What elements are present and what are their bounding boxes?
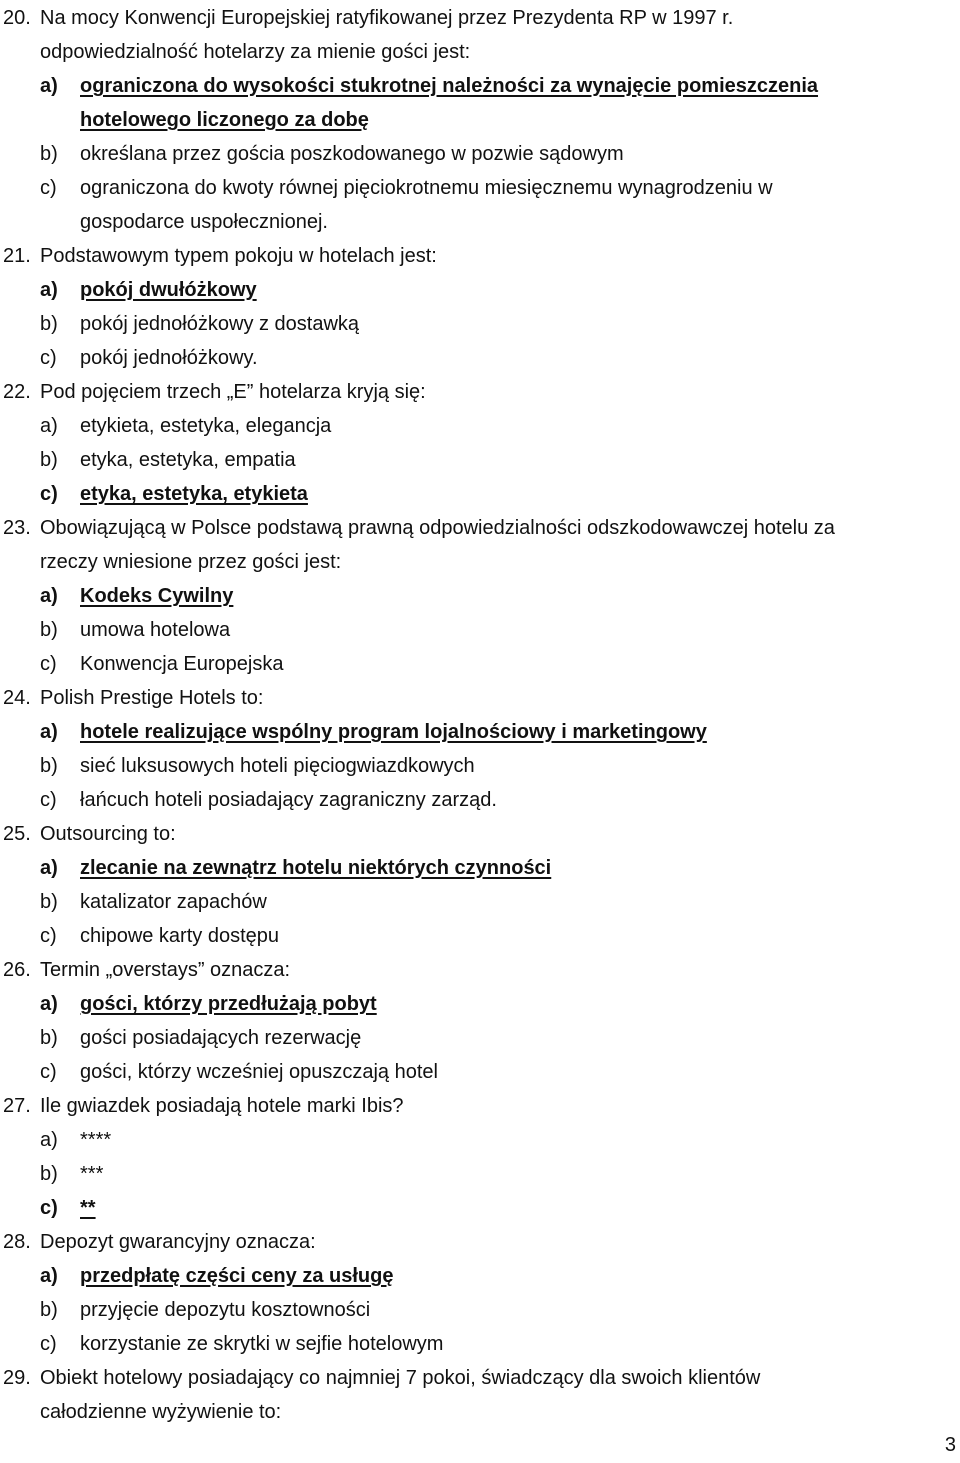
answer-label: a) (40, 75, 58, 97)
answer-label: c) (40, 789, 57, 811)
answer-label: c) (40, 347, 57, 369)
answer-option (0, 647, 960, 681)
answer-option-correct (0, 715, 960, 749)
answer-option-correct (0, 851, 960, 885)
question-number: 24. (3, 687, 31, 709)
answer-option (0, 1123, 960, 1157)
answer-label: b) (40, 619, 58, 641)
answer-text: etykieta, estetyka, elegancja (80, 415, 332, 437)
answer-option (0, 919, 960, 953)
answer-text: etyka, estetyka, empatia (80, 449, 296, 471)
answer-option (0, 409, 960, 443)
answer-option (0, 783, 960, 817)
answer-label: b) (40, 891, 58, 913)
question-number: 27. (3, 1095, 31, 1117)
answer-text: łańcuch hoteli posiadający zagraniczny zarząd. (80, 789, 497, 811)
answer-text: zlecanie na zewnątrz hotelu niektórych czynności (80, 857, 552, 879)
answer-label: c) (40, 483, 58, 505)
answer-option (0, 171, 960, 205)
answer-label: a) (40, 279, 58, 301)
answer-text: gości, którzy wcześniej opuszczają hotel (80, 1061, 438, 1083)
answer-label: a) (40, 585, 58, 607)
question-text: Ile gwiazdek posiadają hotele marki Ibis? (40, 1095, 404, 1117)
question-line (0, 1361, 960, 1395)
answer-text: etyka, estetyka, etykieta (80, 483, 308, 505)
question-line (0, 239, 960, 273)
answer-label: b) (40, 1163, 58, 1185)
answer-label: b) (40, 449, 58, 471)
question-text: Depozyt gwarancyjny oznacza: (40, 1231, 316, 1253)
question-number: 20. (3, 7, 31, 29)
answer-option (0, 749, 960, 783)
answer-text: sieć luksusowych hoteli pięciogwiazdkowych (80, 755, 475, 777)
question-text: Termin „overstays” oznacza: (40, 959, 291, 981)
question-text: Podstawowym typem pokoju w hotelach jest: (40, 245, 437, 267)
answer-option-correct (0, 1259, 960, 1293)
answer-text: korzystanie ze skrytki w sejfie hotelowym (80, 1333, 444, 1355)
answer-label: a) (40, 415, 58, 437)
question-number: 21. (3, 245, 31, 267)
answer-label: b) (40, 1299, 58, 1321)
question-number: 22. (3, 381, 31, 403)
answer-text: ** (80, 1197, 96, 1219)
question-line (0, 375, 960, 409)
answer-text: chipowe karty dostępu (80, 925, 280, 947)
question-text: Polish Prestige Hotels to: (40, 687, 264, 709)
question-number: 23. (3, 517, 31, 539)
question-text: Pod pojęciem trzech „E” hotelarza kryją się: (40, 381, 426, 403)
answer-option-correct (0, 1191, 960, 1225)
answer-text: **** (80, 1129, 112, 1151)
question-line (0, 681, 960, 715)
answer-option (0, 1021, 960, 1055)
question-line (0, 1, 960, 35)
answer-option (0, 341, 960, 375)
question-number: 28. (3, 1231, 31, 1253)
answer-text: umowa hotelowa (80, 619, 231, 641)
answer-text: gości, którzy przedłużają pobyt (80, 993, 377, 1015)
page-number: 3 (944, 1434, 956, 1456)
answer-label: b) (40, 143, 58, 165)
question-text: Outsourcing to: (40, 823, 176, 845)
answer-option-correct (0, 477, 960, 511)
answer-option (0, 613, 960, 647)
answer-label: a) (40, 857, 58, 879)
answer-option (0, 885, 960, 919)
answer-text: pokój dwułóżkowy (80, 279, 257, 301)
question-text: całodzienne wyżywienie to: (40, 1401, 282, 1423)
answer-text: przedpłatę części ceny za usługę (80, 1265, 394, 1287)
answer-text: gospodarce uspołecznionej. (80, 211, 328, 233)
answer-text: określana przez gościa poszkodowanego w pozwie sądowym (80, 143, 624, 165)
question-line (0, 953, 960, 987)
question-line (0, 1089, 960, 1123)
answer-option (0, 137, 960, 171)
answer-label: c) (40, 1333, 57, 1355)
answer-text: ograniczona do kwoty równej pięciokrotnemu miesięcznemu wynagrodzeniu w (80, 177, 773, 199)
answer-text: pokój jednołóżkowy z dostawką (80, 313, 360, 335)
answer-text: hotelowego liczonego za dobę (80, 109, 369, 131)
answer-label: b) (40, 755, 58, 777)
answer-text: gości posiadających rezerwację (80, 1027, 362, 1049)
question-text: odpowiedzialność hotelarzy za mienie gości jest: (40, 41, 471, 63)
question-text: Na mocy Konwencji Europejskiej ratyfikowanej przez Prezydenta RP w 1997 r. (40, 7, 734, 29)
question-number: 29. (3, 1367, 31, 1389)
answer-text: pokój jednołóżkowy. (80, 347, 258, 369)
question-line (0, 511, 960, 545)
answer-option (0, 307, 960, 341)
answer-option (0, 205, 960, 239)
answer-label: c) (40, 653, 57, 675)
answer-text: katalizator zapachów (80, 891, 267, 913)
answer-label: a) (40, 993, 58, 1015)
answer-text: Kodeks Cywilny (80, 585, 234, 607)
question-text: rzeczy wniesione przez gości jest: (40, 551, 342, 573)
question-line (0, 35, 960, 69)
answer-label: a) (40, 1129, 58, 1151)
answer-label: a) (40, 721, 58, 743)
answer-option-correct (0, 579, 960, 613)
answer-text: ograniczona do wysokości stukrotnej należności za wynajęcie pomieszczenia (80, 75, 819, 97)
answer-option (0, 1327, 960, 1361)
question-number: 26. (3, 959, 31, 981)
answer-label: c) (40, 925, 57, 947)
answer-text: Konwencja Europejska (80, 653, 284, 675)
question-line (0, 1395, 960, 1429)
answer-option-correct (0, 103, 960, 137)
answer-label: c) (40, 1197, 58, 1219)
answer-label: c) (40, 177, 57, 199)
answer-option (0, 1157, 960, 1191)
answer-option-correct (0, 273, 960, 307)
answer-label: c) (40, 1061, 57, 1083)
answer-text: hotele realizujące wspólny program lojalnościowy i marketingowy (80, 721, 707, 743)
question-line (0, 817, 960, 851)
question-text: Obiekt hotelowy posiadający co najmniej 7 pokoi, świadczący dla swoich klientów (40, 1367, 761, 1389)
answer-label: b) (40, 1027, 58, 1049)
answer-option (0, 1293, 960, 1327)
answer-text: *** (80, 1163, 104, 1185)
question-text: Obowiązującą w Polsce podstawą prawną odpowiedzialności odszkodowawczej hotelu za (40, 517, 835, 539)
question-line (0, 545, 960, 579)
question-line (0, 1225, 960, 1259)
answer-option (0, 1055, 960, 1089)
answer-option (0, 443, 960, 477)
answer-label: b) (40, 313, 58, 335)
answer-label: a) (40, 1265, 58, 1287)
answer-text: przyjęcie depozytu kosztowności (80, 1299, 371, 1321)
answer-option-correct (0, 69, 960, 103)
answer-option-correct (0, 987, 960, 1021)
question-number: 25. (3, 823, 31, 845)
